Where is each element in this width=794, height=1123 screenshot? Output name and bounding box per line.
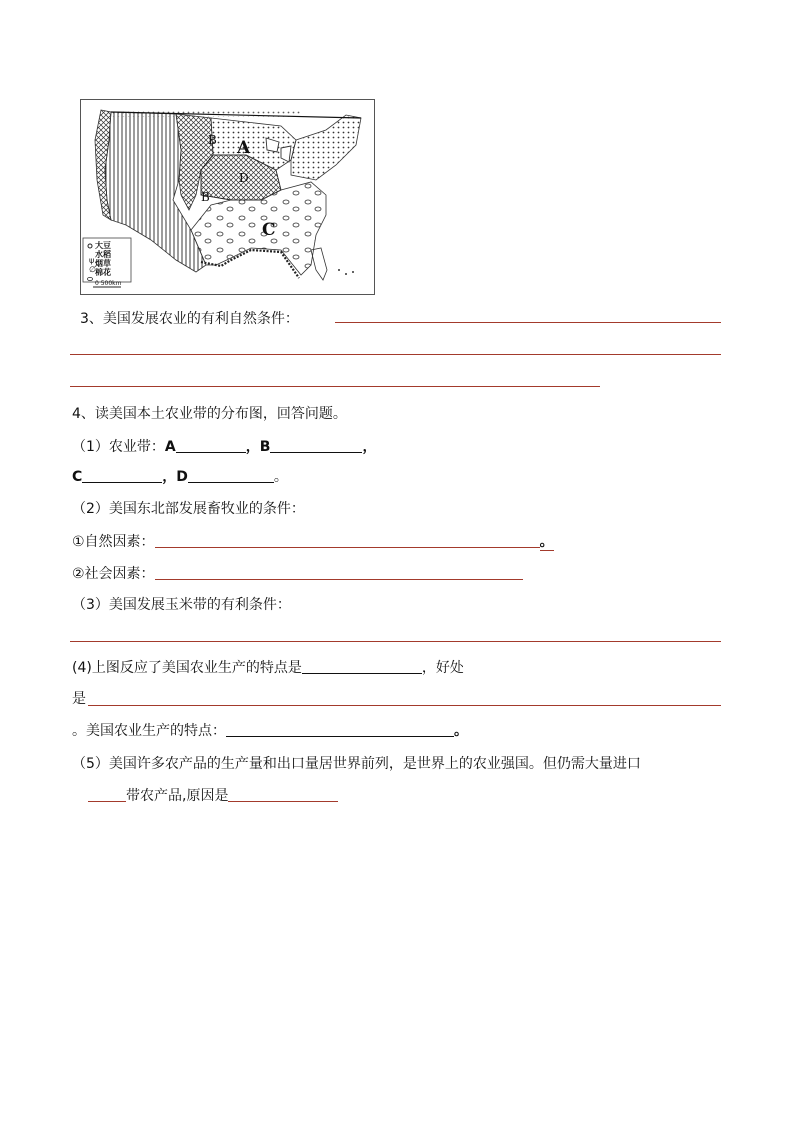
q4-part4-line1 (72, 659, 464, 677)
q4-part3-answer-line[interactable] (70, 641, 721, 642)
blank-a[interactable] (176, 438, 246, 453)
part5-reason-blank[interactable] (228, 787, 338, 802)
q3-answer-line-2[interactable] (70, 354, 721, 355)
q4-title: 4、读美国本土农业带的分布图，回答问题。 (72, 406, 347, 422)
map-scale-label: 0 500km (95, 280, 122, 287)
q4-part2-title: （2）美国东北部发展畜牧业的条件： (72, 501, 305, 517)
map-label-a: A (237, 138, 251, 158)
part4-feature-label: 。美国农业生产的特点： (72, 723, 226, 739)
svg-text:∅: ∅ (89, 265, 96, 274)
part5-belt-blank[interactable] (88, 787, 126, 802)
map-drawing (81, 100, 373, 293)
map-label-b-south: B (201, 190, 210, 204)
q4-part4-line3 (72, 722, 468, 740)
part5-question: 带农产品,原因是 (126, 788, 229, 804)
svg-text:ψ: ψ (89, 256, 95, 265)
part4-question-a: (4)上图反应了美国农业生产的特点是 (72, 660, 302, 676)
period-1: 。 (273, 469, 288, 485)
blank-b[interactable] (270, 438, 362, 453)
blank-label-c: C (72, 469, 83, 485)
legend-item-tobacco: 烟草 (95, 259, 111, 268)
social-factors-blank[interactable] (155, 565, 523, 580)
q4-part3-title: （3）美国发展玉米带的有利条件： (72, 597, 291, 613)
q4-part2-natural (72, 533, 554, 551)
q4-part5-line1: （5）美国许多农产品的生产量和出口量居世界前列，是世界上的农业强国。但仍需大量进口 (72, 756, 641, 772)
blank-c[interactable] (82, 468, 162, 483)
legend-item-cotton: 棉花 (95, 268, 111, 277)
part4-question-b: ，好处 (421, 660, 464, 676)
blank-label-d: D (176, 469, 188, 485)
q3-answer-line-3[interactable] (70, 386, 600, 387)
comma-2: ， (362, 439, 377, 455)
q3-question: 3、美国发展农业的有利自然条件： (80, 311, 299, 327)
q4-part2-social (72, 565, 523, 583)
map-label-c: C (262, 220, 276, 240)
part4-feature-blank-2[interactable] (226, 722, 454, 737)
us-agriculture-map (80, 99, 375, 295)
q4-part1-prefix: （1）农业带： (72, 439, 165, 455)
legend-item-rice: 水稻 (95, 250, 111, 259)
q4-part4-line2: 是 (72, 691, 86, 707)
part4-feature-blank[interactable] (302, 659, 422, 674)
period-3: 。 (454, 723, 468, 739)
q4-part1-line2 (72, 468, 288, 486)
map-label-d: D (239, 171, 249, 185)
comma-1: ， (245, 439, 260, 455)
blank-label-a: A (164, 439, 176, 455)
q4-part5-line2 (72, 787, 338, 805)
natural-factors-label: ①自然因素： (72, 534, 155, 550)
map-label-b-north: B (208, 133, 217, 147)
natural-factors-blank[interactable] (155, 533, 540, 548)
blank-label-b: B (259, 439, 271, 455)
q3-answer-line-1[interactable] (335, 322, 721, 323)
period-2: 。 (539, 534, 554, 550)
legend-item-soybean: 大豆 (95, 241, 111, 250)
q4-part4-benefit-line[interactable] (88, 705, 721, 706)
comma-3: ， (162, 469, 177, 485)
q4-part1-line1 (72, 438, 376, 456)
blank-d[interactable] (188, 468, 274, 483)
map-legend (95, 241, 111, 277)
social-factors-label: ②社会因素： (72, 566, 155, 582)
